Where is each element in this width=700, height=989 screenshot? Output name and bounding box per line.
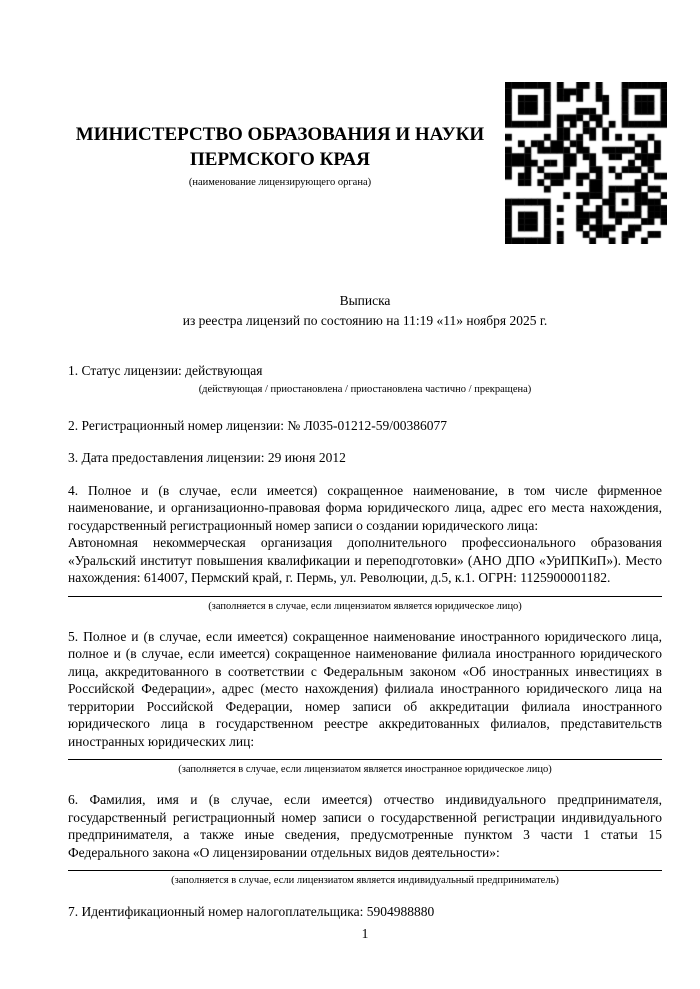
item-foreign-entity-text: 5. Полное и (в случае, если имеется) сокращенное наименование иностранного юридического лица, полное и (в случае, если имеется) сокращенное наименование филиала иностранного юридического лица, аккредитованного в соответствии с Федеральным законом «Об иностранных инвестициях в Российской Федерации», адрес (место нахождения) филиала иностранного юридического лица на территории Российской Федерации, номер записи об аккредитации филиала иностранного юридического лица в государственном реестре аккредитованных филиалов, представительств иностранных юридических лиц:	[68, 628, 662, 749]
ministry-name-line2: ПЕРМСКОГО КРАЯ	[190, 149, 370, 170]
item-license-status: 1. Статус лицензии: действующая	[68, 363, 263, 378]
separator-caption-individual-entrepreneur: (заполняется в случае, если лицензиатом является индивидуальный предприниматель)	[171, 875, 559, 886]
document-title-line2: из реестра лицензий по состоянию на 11:19 «11» ноября 2025 г.	[182, 313, 548, 328]
document-title	[68, 291, 662, 331]
separator-line-individual-entrepreneur	[68, 870, 662, 871]
item-individual-entrepreneur-text: 6. Фамилия, имя и (в случае, если имеется) отчество индивидуального предпринимателя, государственный регистрационный номер записи о государственной регистрации индивидуального предпринимателя, а также иные сведения, предусмотренные пунктом 3 части 1 статьи 15 Федерального закона «О лицензировании отдельных видов деятельности»:	[68, 792, 662, 860]
separator-line-legal-entity	[68, 596, 662, 597]
item-license-status-caption: (действующая / приостановлена / приостановлена частично / прекращена)	[198, 383, 532, 395]
separator-line-foreign-entity	[68, 759, 662, 760]
item-legal-entity-value: Автономная некоммерческая организация дополнительного профессионального образования «Уральский институт повышения квалификации и переподготовки» (АНО ДПО «УрИПКиП»). Место нахождения: 614007, Пермский край, г. Пермь, ул. Революции, д.5, к.1. ОГРН: 1125900001182.	[68, 535, 662, 585]
item-legal-entity-text: 4. Полное и (в случае, если имеется) сокращенное наименование, в том числе фирменное наименование, и организационно-правовая форма юридического лица, адрес его места нахождения, государственный регистрационный номер записи о создании юридического лица:	[68, 482, 662, 533]
separator-caption-legal-entity: (заполняется в случае, если лицензиатом является юридическое лицо)	[208, 600, 522, 612]
item-grant-date: 3. Дата предоставления лицензии: 29 июня 2012	[68, 450, 346, 465]
separator-caption-foreign-entity: (заполняется в случае, если лицензиатом является иностранное юридическое лицо)	[178, 764, 552, 775]
document-title-line1: Выписка	[339, 293, 391, 308]
licensing-authority-header	[68, 0, 492, 189]
qr-code-canvas	[505, 82, 667, 244]
ministry-name-line1: МИНИСТЕРСТВО ОБРАЗОВАНИЯ И НАУКИ	[75, 124, 485, 145]
ministry-caption: (наименование лицензирующего органа)	[188, 177, 372, 188]
page-number: 1	[361, 926, 369, 941]
item-taxpayer-number: 7. Идентификационный номер налогоплательщика: 5904988880	[68, 904, 435, 919]
item-registration-number: 2. Регистрационный номер лицензии: № Л035-01212-59/00386077	[68, 417, 448, 433]
qr-code-icon	[505, 82, 667, 244]
